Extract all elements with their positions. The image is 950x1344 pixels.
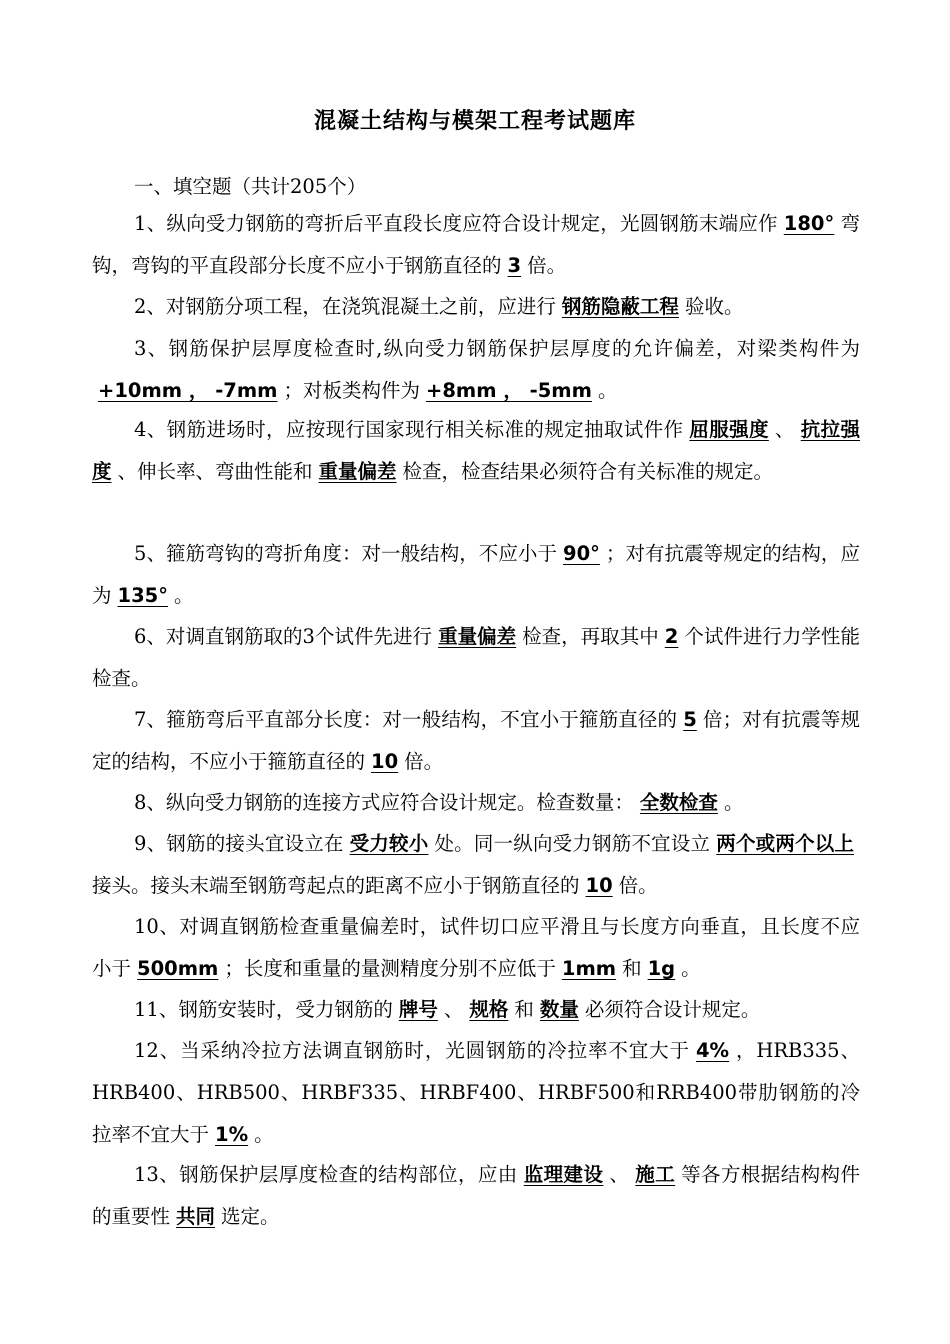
q6-text-b: 检查，再取其中 (522, 625, 659, 648)
section-heading-text: 一、填空题（共计205个） (134, 175, 367, 198)
q13-text-d: 选定。 (221, 1205, 280, 1228)
q10-answer-3: 1g (647, 957, 676, 980)
q8-answer-1: 全数检查 (639, 791, 718, 814)
q3-answer-2: +8mm ， -5mm (426, 379, 592, 402)
q3-answer-1: +10mm ， -7mm (98, 379, 278, 402)
question-8 (92, 782, 860, 824)
q1-answer-2: 3 (507, 254, 522, 277)
q13-answer-2: 施工 (635, 1163, 676, 1186)
q7-answer-2: 10 (371, 750, 399, 773)
q9-text-b: 处。同一纵向受力钢筋不宜设立 (434, 832, 711, 855)
question-1 (92, 203, 860, 287)
question-3 (92, 328, 860, 412)
page-title: 混凝土结构与模架工程考试题库 (313, 109, 636, 134)
q7-text-c: 倍。 (404, 750, 444, 773)
q4-text-a: 4、钢筋进场时，应按现行国家现行相关标准的规定抽取试件作 (134, 418, 684, 441)
q13-text-b: 、 (609, 1163, 630, 1186)
q2-text-a: 2、对钢筋分项工程，在浇筑混凝土之前，应进行 (134, 295, 556, 318)
q1-answer-1: 180° (783, 212, 835, 235)
q12-text-a: 12、当采纳冷拉方法调直钢筋时，光圆钢筋的冷拉率不宜大于 (134, 1039, 690, 1062)
question-10 (92, 906, 860, 990)
question-6 (92, 616, 860, 700)
question-13 (92, 1154, 860, 1238)
q7-answer-1: 5 (683, 708, 697, 731)
q4-answer-3: 重量偏差 (318, 460, 397, 483)
question-2 (92, 286, 860, 328)
q5-answer-1: 90° (563, 542, 600, 565)
q6-answer-2: 2 (664, 625, 679, 648)
q1-text-c: 倍。 (527, 254, 567, 277)
q11-text-a: 11、钢筋安装时，受力钢筋的 (134, 998, 393, 1021)
q8-text-b: 。 (723, 791, 744, 814)
q3-text-a: 3、钢筋保护层厚度检查时,纵向受力钢筋保护层厚度的允许偏差，对梁类构件为 (134, 337, 860, 360)
q10-text-b: ；长度和重量的量测精度分别不应低于 (224, 957, 556, 980)
q1-text-b: 弯钩，弯钩的平直段部分长度不应小于钢筋直径的 (92, 212, 860, 277)
q12-answer-2: 1% (215, 1123, 249, 1146)
q4-text-b: 、 (774, 418, 795, 441)
q4-text-c: 、伸长率、弯曲性能和 (117, 460, 313, 483)
q13-text-c: 等各方根据结构构件的重要性 (92, 1163, 860, 1228)
q8-text-a: 8、纵向受力钢筋的连接方式应符合设计规定。检查数量： (134, 791, 634, 814)
q12-answer-1: 4% (695, 1039, 730, 1062)
q10-text-d: 。 (681, 957, 701, 980)
question-5 (92, 533, 860, 617)
question-7 (92, 699, 860, 783)
q10-text-a: 10、对调直钢筋检查重量偏差时，试件切口应平滑且与长度方向垂直，且长度不应小于 (92, 915, 860, 980)
q9-text-a: 9、钢筋的接头宜设立在 (134, 832, 344, 855)
q11-text-d: 必须符合设计规定。 (584, 998, 761, 1021)
q5-text-b: ；对有抗震等规定的结构，应为 (92, 542, 860, 607)
q1-text-a: 1、纵向受力钢筋的弯折后平直段长度应符合设计规定，光圆钢筋末端应作 (134, 212, 778, 235)
q5-answer-2: 135° (117, 584, 168, 607)
q7-text-a: 7、箍筋弯后平直部分长度：对一般结构，不宜小于箍筋直径的 (134, 708, 678, 731)
q9-text-c: 接头。接头末端至钢筋弯起点的距离不应小于钢筋直径的 (92, 874, 580, 897)
q4-answer-1: 屈服强度 (689, 418, 769, 441)
q10-text-c: 和 (622, 957, 642, 980)
q9-text-d: 倍。 (618, 874, 658, 897)
q12-text-b: ，HRB335、HRB400、HRB500、HRBF335、HRBF400、HRBF500和RRB400带肋钢筋的冷拉率不宜大于 (92, 1039, 860, 1146)
q6-answer-1: 重量偏差 (438, 625, 517, 648)
q13-answer-1: 监理建设 (523, 1163, 604, 1186)
q2-text-b: 验收。 (684, 295, 744, 318)
q7-text-b: 倍；对有抗震等规定的结构，不应小于箍筋直径的 (92, 708, 860, 773)
section-heading (92, 166, 860, 208)
q6-text-a: 6、对调直钢筋取的3个试件先进行 (134, 625, 433, 648)
q5-text-a: 5、箍筋弯钩的弯折角度：对一般结构，不应小于 (134, 542, 557, 565)
question-4 (92, 409, 860, 493)
q4-text-d: 检查，检查结果必须符合有关标准的规定。 (402, 460, 774, 483)
q10-answer-1: 500mm (137, 957, 219, 980)
q9-answer-3: 10 (585, 874, 613, 897)
q13-text-a: 13、钢筋保护层厚度检查的结构部位，应由 (134, 1163, 518, 1186)
q2-answer-1: 钢筋隐蔽工程 (561, 295, 679, 318)
q9-answer-2: 两个或两个以上 (716, 832, 854, 855)
q5-text-c: 。 (173, 584, 194, 607)
q4-answer-2: 抗拉强度 (92, 418, 860, 483)
q3-text-c: 。 (597, 379, 618, 402)
q11-text-c: 和 (514, 998, 534, 1021)
question-12 (92, 1030, 860, 1156)
q11-text-b: 、 (443, 998, 464, 1021)
q9-answer-1: 受力较小 (349, 832, 429, 855)
q3-text-b: ；对板类构件为 (283, 379, 421, 402)
question-9 (92, 823, 860, 907)
q11-answer-3: 数量 (539, 998, 579, 1021)
q10-answer-2: 1mm (561, 957, 617, 980)
q11-answer-2: 规格 (469, 998, 509, 1021)
q6-text-c: 个试件进行力学性能检查。 (92, 625, 860, 690)
q13-answer-3: 共同 (176, 1205, 216, 1228)
question-11 (92, 989, 860, 1031)
q12-text-c: 。 (254, 1123, 274, 1146)
q11-answer-1: 牌号 (398, 998, 438, 1021)
